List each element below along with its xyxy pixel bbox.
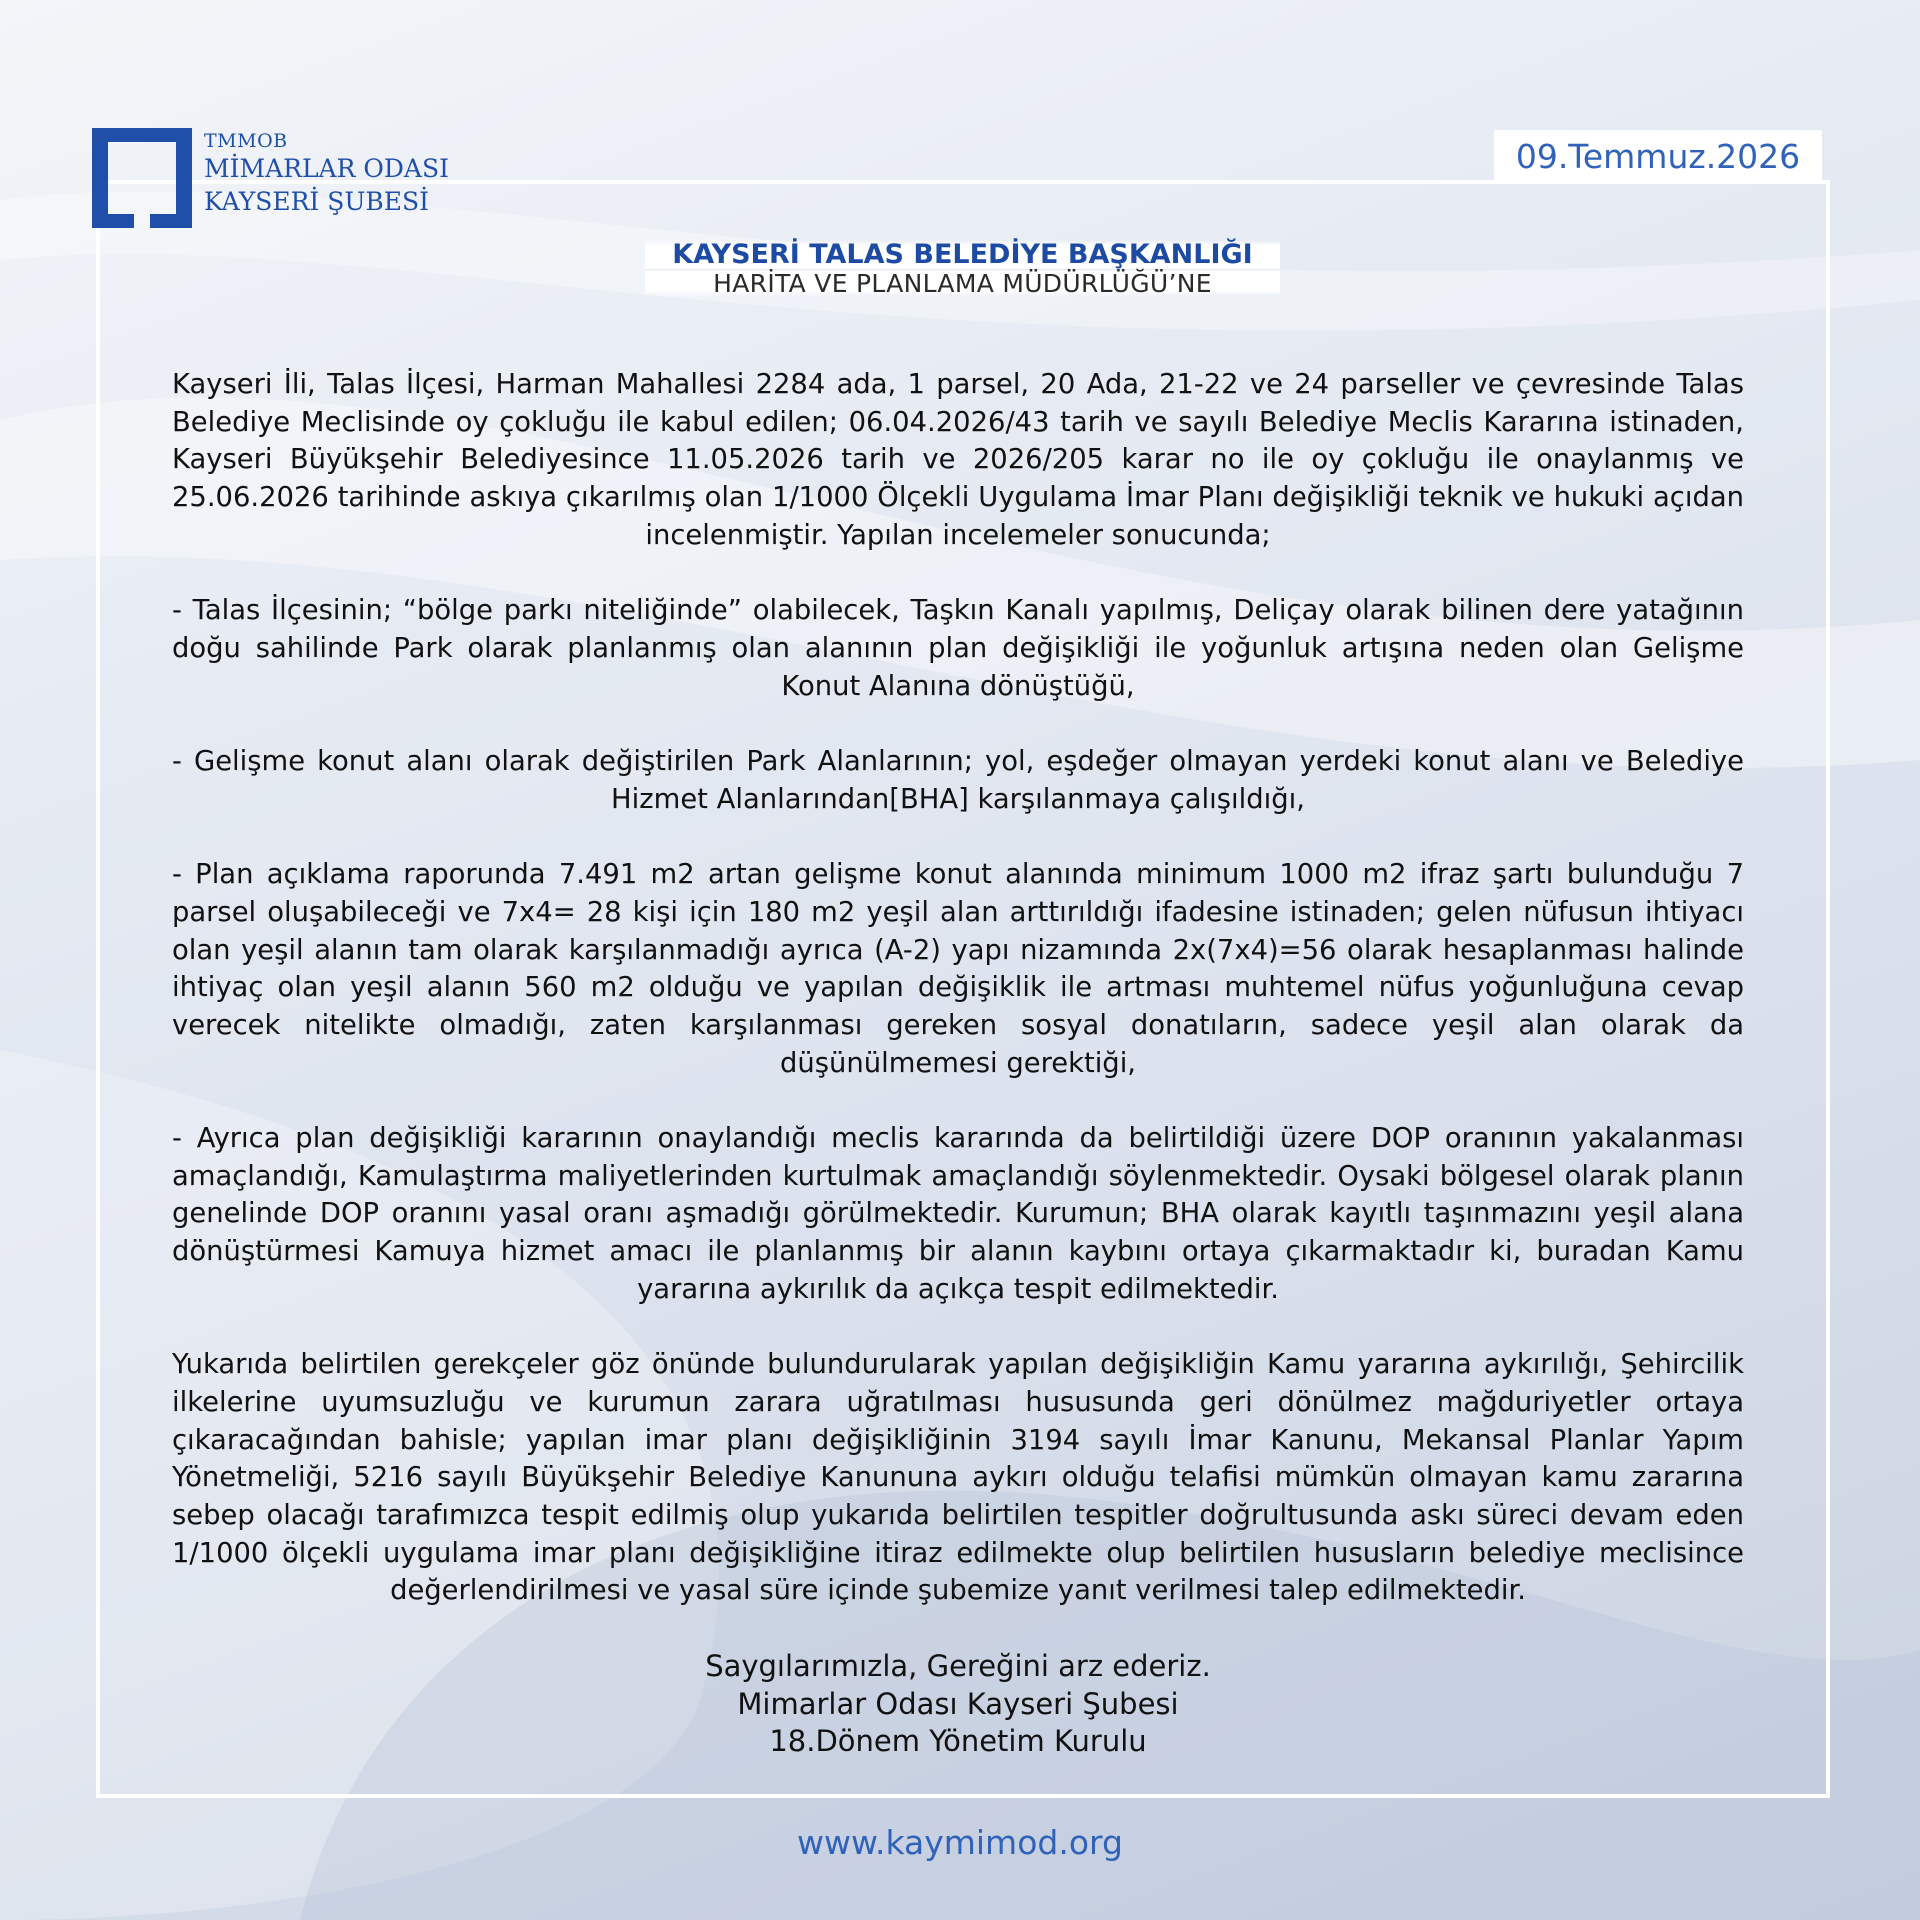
- closing-line-2: Mimarlar Odası Kayseri Şubesi: [737, 1686, 1179, 1721]
- document-date: 09.Temmuz.2026: [1494, 130, 1822, 182]
- recipient-line-2: HARİTA VE PLANLAMA MÜDÜRLÜĞÜ’NE: [713, 269, 1212, 298]
- intro-paragraph: [172, 366, 1744, 555]
- logo-line-mimarlar: MİMARLAR ODASI: [204, 154, 449, 183]
- closing-line-1: Saygılarımızla, Gereğini arz ederiz.: [705, 1648, 1211, 1683]
- conclusion-paragraph: Yukarıda belirtilen gerekçeler göz önünde bulundurularak yapılan değişikliğin Kamu yararına aykırılığı, Şehircilik ilkelerine uyumsuzluğu ve kurumun zarara uğratılması hususunda geri dönülmez mağduriyetler ortaya çıkaracağından bahisle; yapılan imar planı değişikliğinin 3194 sayılı İmar Kanunu, Mekansal Planlar Yapım Yönetmeliği, 5216 sayılı Büyükşehir Belediye Kanununa aykırı olduğu telafisi mümkün olmayan kamu zararına sebep olacağı tarafımızca tespit edilmiş olup yukarıda belirtilen tespitler doğrultusunda askı süreci devam eden 1/1000 ölçekli uygulama imar planı değişikliğine itiraz edilmekte olup belirtilen hususların belediye meclisince değerlendirilmesi ve yasal süre içinde şubemize yanıt verilmesi talep edilmektedir.: [172, 1349, 1744, 1607]
- signature-block: [172, 1648, 1744, 1761]
- bracket-logo-icon: [92, 128, 192, 228]
- finding-2: - Gelişme konut alanı olarak değiştirilen Park Alanlarının; yol, eşdeğer olmayan yerdeki konut alanı ve Belediye Hizmet Alanlarından[BHA] karşılanmaya çalışıldığı,: [172, 746, 1744, 815]
- finding-4: - Ayrıca plan değişikliği kararının onaylandığı meclis kararında da belirtildiği üzere DOP oranının yakalanması amaçlandığı, Kamulaştırma maliyetlerinden kurtulmak amaçlandığı söylenmektedir. Oysaki bölgesel olarak planın genelinde DOP oranını yasal oranı aşmadığı görülmektedir. Kurumun; BHA olarak kayıtlı taşınmazını yeşil alana dönüştürmesi Kamuya hizmet amacı ile planlanmış bir alanın kaybını ortaya çıkarmaktadır ki, buradan Kamu yararına aykırılık da açıkça tespit edilmektedir.: [172, 1123, 1744, 1305]
- logo-line-tmmob: TMMOB: [204, 130, 288, 152]
- logo-text: [204, 130, 449, 228]
- website-link[interactable]: www.kaymimod.org: [797, 1823, 1123, 1862]
- closing-line-3: 18.Dönem Yönetim Kurulu: [769, 1724, 1147, 1759]
- letter-body: [172, 366, 1744, 1761]
- logo-line-kayseri: KAYSERİ ŞUBESİ: [204, 187, 430, 216]
- recipient-block: [645, 240, 1280, 296]
- intro-tail: Yapılan incelemeler sonucunda;: [837, 519, 1271, 551]
- finding-3: - Plan açıklama raporunda 7.491 m2 artan gelişme konut alanında minimum 1000 m2 ifraz şartı bulunduğu 7 parsel oluşabileceği ve 7x4= 28 kişi için 180 m2 yeşil alan arttırıldığı ifadesine istinaden; gelen nüfusun ihtiyacı olan yeşil alanın tam olarak karşılanmadığı ayrıca (A-2) yapı nizamında 2x(7x4)=56 olarak hesaplanması halinde ihtiyaç olan yeşil alanın 560 m2 olduğu ve yapılan değişiklik ile artması muhtemel nüfus yoğunluğuna cevap verecek nitelikte olmadığı, zaten karşılanması gereken sosyal donatıların, sadece yeşil alan olarak da düşünülmemesi gerektiği,: [172, 859, 1744, 1079]
- intro-text: Kayseri İli, Talas İlçesi, Harman Mahallesi 2284 ada, 1 parsel, 20 Ada, 21-22 ve 24 parseller ve çevresinde Talas Belediye Meclisinde oy çokluğu ile kabul edilen; 06.04.2026/43 tarih ve sayılı Belediye Meclis Kararına istinaden, Kayseri Büyükşehir Belediyesince 11.05.2026 tarih ve 2026/205 karar no ile oy çokluğu ile onaylanmış ve 25.06.2026 tarihinde askıya çıkarılmış olan 1/1000 Ölçekli Uygulama İmar Planı değişikliği teknik ve hukuki açıdan incelenmiştir.: [172, 369, 1744, 551]
- finding-1: - Talas İlçesinin; “bölge parkı niteliğinde” olabilecek, Taşkın Kanalı yapılmış, Deliçay olarak bilinen dere yatağının doğu sahilinde Park olarak planlanmış olan alanının plan değişikliği ile yoğunluk artışına neden olan Gelişme Konut Alanına dönüştüğü,: [172, 595, 1744, 702]
- recipient-line-1: KAYSERİ TALAS BELEDİYE BAŞKANLIĞI: [672, 239, 1253, 270]
- organization-logo: [92, 128, 449, 228]
